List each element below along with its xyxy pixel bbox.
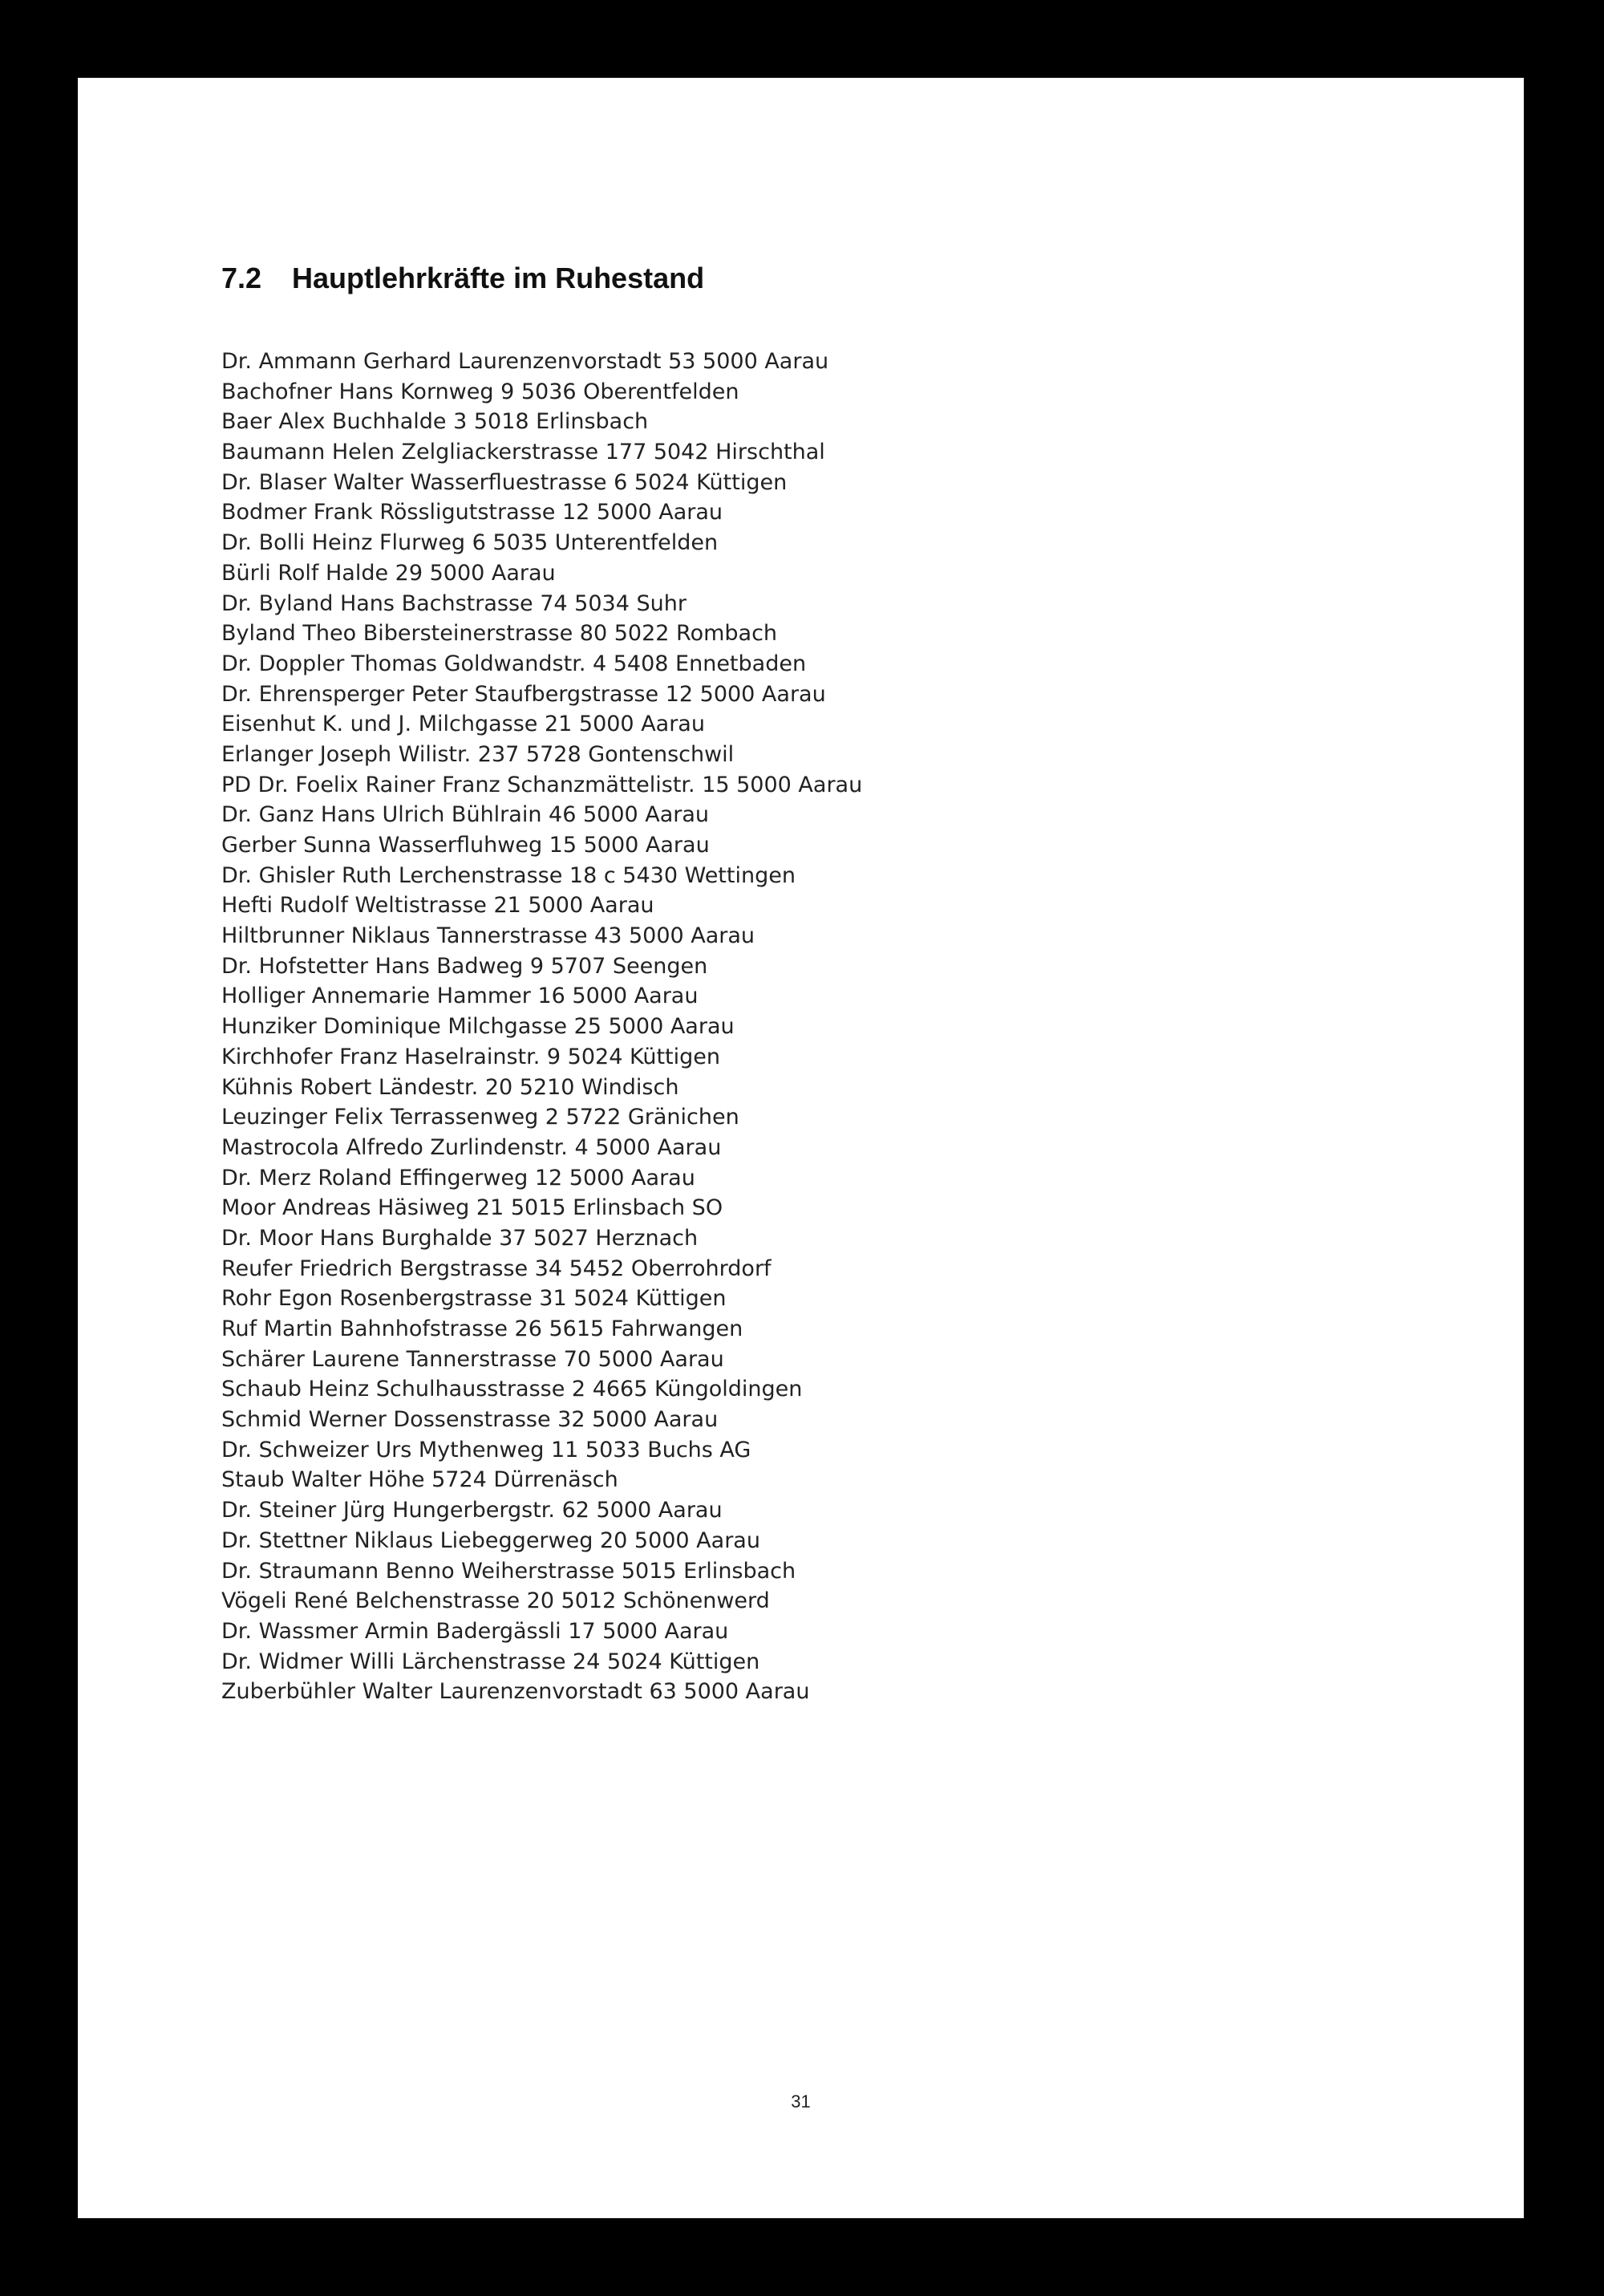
list-item: Bürli Rolf Halde 29 5000 Aarau: [221, 560, 556, 586]
list-item: Dr. Steiner Jürg Hungerbergstr. 62 5000 Aarau: [221, 1498, 723, 1523]
list-item: Dr. Merz Roland Effingerweg 12 5000 Aarau: [221, 1165, 695, 1191]
list-item: Dr. Moor Hans Burghalde 37 5027 Herznach: [221, 1225, 699, 1251]
list-item: Ruf Martin Bahnhofstrasse 26 5615 Fahrwangen: [221, 1316, 743, 1341]
list-item: Zuberbühler Walter Laurenzenvorstadt 63 5000 Aarau: [221, 1679, 810, 1705]
list-item: Kühnis Robert Ländestr. 20 5210 Windisch: [221, 1074, 679, 1100]
list-item: Erlanger Joseph Wilistr. 237 5728 Gontenschwil: [221, 741, 735, 767]
list-item: Reufer Friedrich Bergstrasse 34 5452 Oberrohrdorf: [221, 1255, 772, 1281]
document-page: [78, 78, 1524, 2218]
list-item: Leuzinger Felix Terrassenweg 2 5722 Gränichen: [221, 1105, 739, 1130]
list-item: Kirchhofer Franz Haselrainstr. 9 5024 Küttigen: [221, 1044, 720, 1069]
list-item: Schaub Heinz Schulhausstrasse 2 4665 Küngoldingen: [221, 1377, 803, 1402]
list-item: Bachofner Hans Kornweg 9 5036 Oberentfelden: [221, 379, 739, 404]
list-item: Baumann Helen Zelgliackerstrasse 177 5042 Hirschthal: [221, 440, 825, 465]
list-item: Mastrocola Alfredo Zurlindenstr. 4 5000 Aarau: [221, 1134, 722, 1160]
list-item: Hefti Rudolf Weltistrasse 21 5000 Aarau: [221, 893, 654, 919]
list-item: Dr. Doppler Thomas Goldwandstr. 4 5408 Ennetbaden: [221, 651, 807, 676]
list-item: PD Dr. Foelix Rainer Franz Schanzmättelistr. 15 5000 Aarau: [221, 772, 863, 797]
list-item: Dr. Byland Hans Bachstrasse 74 5034 Suhr: [221, 590, 687, 616]
list-item: Staub Walter Höhe 5724 Dürrenäsch: [221, 1467, 618, 1493]
list-item: Dr. Straumann Benno Weiherstrasse 5015 Erlinsbach: [221, 1558, 796, 1584]
retired-teachers-list: [221, 347, 862, 1707]
list-item: Dr. Ehrensperger Peter Staufbergstrasse 12 5000 Aarau: [221, 681, 826, 707]
list-item: Hunziker Dominique Milchgasse 25 5000 Aarau: [221, 1014, 735, 1040]
list-item: Dr. Widmer Willi Lärchenstrasse 24 5024 Küttigen: [221, 1649, 760, 1674]
section-number: 7.2: [221, 262, 262, 294]
section-title: Hauptlehrkräfte im Ruhestand: [292, 262, 705, 294]
list-item: Dr. Ghisler Ruth Lerchenstrasse 18 c 5430 Wettingen: [221, 862, 796, 888]
list-item: Dr. Schweizer Urs Mythenweg 11 5033 Buchs AG: [221, 1437, 751, 1462]
list-item: Holliger Annemarie Hammer 16 5000 Aarau: [221, 984, 699, 1009]
list-item: Schmid Werner Dossenstrasse 32 5000 Aarau: [221, 1407, 719, 1433]
list-item: Gerber Sunna Wasserfluhweg 15 5000 Aarau: [221, 833, 710, 858]
section-heading: [221, 261, 704, 296]
list-item: Dr. Blaser Walter Wasserfluestrasse 6 5024 Küttigen: [221, 469, 788, 495]
list-item: Dr. Ammann Gerhard Laurenzenvorstadt 53 5000 Aarau: [221, 349, 829, 374]
list-item: Byland Theo Bibersteinerstrasse 80 5022 Rombach: [221, 621, 778, 647]
list-item: Dr. Bolli Heinz Flurweg 6 5035 Unterentfelden: [221, 530, 719, 556]
list-item: Vögeli René Belchenstrasse 20 5012 Schönenwerd: [221, 1588, 770, 1614]
list-item: Dr. Ganz Hans Ulrich Bühlrain 46 5000 Aarau: [221, 802, 710, 828]
list-item: Hiltbrunner Niklaus Tannerstrasse 43 5000 Aarau: [221, 923, 755, 949]
list-item: Moor Andreas Häsiweg 21 5015 Erlinsbach SO: [221, 1195, 723, 1221]
list-item: Schärer Laurene Tannerstrasse 70 5000 Aarau: [221, 1346, 724, 1372]
list-item: Bodmer Frank Rössligutstrasse 12 5000 Aarau: [221, 500, 723, 525]
list-item: Dr. Stettner Niklaus Liebeggerweg 20 5000 Aarau: [221, 1527, 760, 1553]
list-item: Rohr Egon Rosenbergstrasse 31 5024 Küttigen: [221, 1286, 727, 1312]
list-item: Eisenhut K. und J. Milchgasse 21 5000 Aarau: [221, 712, 705, 737]
list-item: Dr. Hofstetter Hans Badweg 9 5707 Seengen: [221, 953, 708, 979]
page-number: 31: [791, 2091, 811, 2111]
list-item: Baer Alex Buchhalde 3 5018 Erlinsbach: [221, 409, 649, 435]
list-item: Dr. Wassmer Armin Badergässli 17 5000 Aarau: [221, 1618, 729, 1644]
